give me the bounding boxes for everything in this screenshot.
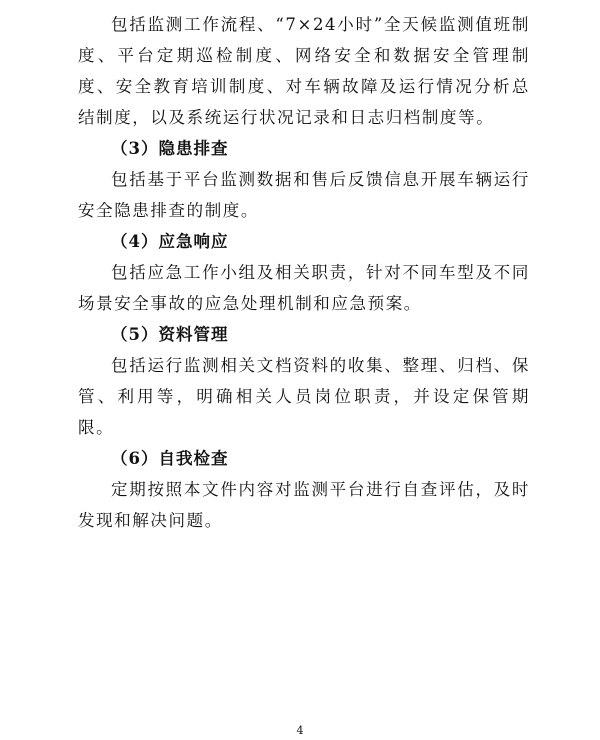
heading-self-inspection: （6）自我检查 [111,449,229,468]
paragraph-monitoring-system: 包括监测工作流程、“7×24小时”全天候监测值班制度、平台定期巡检制度、网络安全和数据安全管理制度、安全教育培训制度、对车辆故障及运行情况分析总结制度，以及系统运行状况记录和日志归档制度等。 [78,15,530,127]
document-body [78,0,530,536]
paragraph-hazard-inspection: 包括基于平台监测数据和售后反馈信息开展车辆运行安全隐患排查的制度。 [78,170,530,220]
paragraph-emergency-response: 包括应急工作小组及相关职责，针对不同车型及不同场景安全事故的应急处理机制和应急预案。 [78,263,530,313]
paragraph-self-inspection: 定期按照本文件内容对监测平台进行自查评估，及时发现和解决问题。 [78,480,530,530]
page-number: 4 [296,724,304,737]
paragraph-document-management: 包括运行监测相关文档资料的收集、整理、归档、保管、利用等，明确相关人员岗位职责，并设定保管期限。 [78,356,530,437]
heading-hazard-inspection: （3）隐患排查 [111,139,229,158]
heading-document-management: （5）资料管理 [111,325,229,344]
heading-emergency-response: （4）应急响应 [111,232,229,251]
